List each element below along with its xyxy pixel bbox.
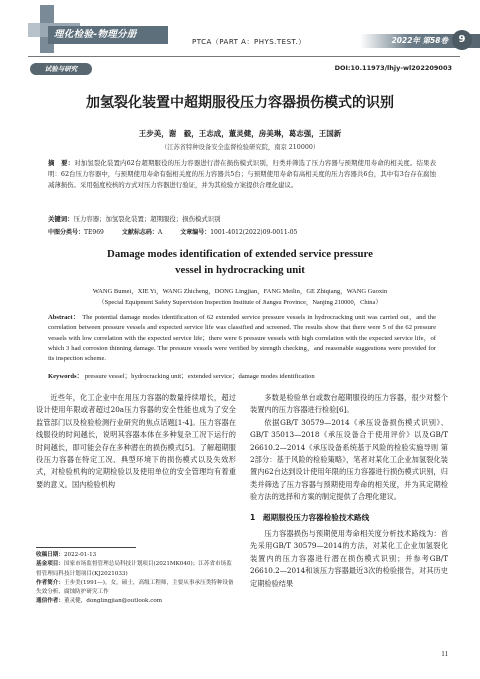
affiliation-en: （Special Equipment Safety Supervision Inspection Institute of Jiangsu Province，Nanjing 210000，China） xyxy=(98,299,382,306)
document-code: 文献标志码：A xyxy=(121,229,163,236)
article-meta-cn xyxy=(48,227,436,236)
footnotes xyxy=(36,551,236,607)
footnote-email: 通信作者：董灵健，donglingjian@outlook.com xyxy=(36,598,163,605)
body-column-left xyxy=(36,392,236,491)
keywords-en-label: Keywords： xyxy=(48,373,84,380)
doi[interactable]: DOI:10.11973/lhjy-wl202209003 xyxy=(334,64,452,72)
body-paragraph: 压力容器损伤与预期使用寿命相关度分析技术路线为：首先采用GB/T 30579—2014的方法，对某化工企业加氢裂化装置内的压力容器进行潜在损伤模式识别；并参考GB/T 26610.2—2014和该压力容器最近3次的检验报告，对其历史定期检验结果 xyxy=(250,529,448,588)
footnote-fund: 基金项目：国家市场监督管理总局科技计划项目(2021MK040)；江苏省市场监督管理局科技计划项目(KJ2021033) xyxy=(36,561,232,577)
keywords-cn-label: 关键词： xyxy=(48,215,74,223)
keywords-cn xyxy=(48,214,436,223)
abstract-en-text: The potential damage modes identification of 62 extended service pressure vessels in hydrocracking unit was carried out，and the correlation between pressure vessels and expected service life was classified and screened. The results show that there were 5 of the 62 pressure vessels with low correlation with the expected service life；there were 6 pressure vessels with high correlation with the expected service life，of which 3 had corrosion thinning damage. The pressure vessels were verified by strength checking，and reasonable suggestions were provided for its inspection scheme. xyxy=(48,314,436,363)
clc-code: 中图分类号：TE969 xyxy=(48,229,104,236)
paper-title-en xyxy=(0,246,480,278)
abstract-en-label: Abstract： xyxy=(48,314,81,321)
body-paragraph: 多数是检验单台或数台超期服役的压力容器，很少对整个装置内的压力容器进行检验[6]。 xyxy=(250,393,448,415)
running-title: PTCA（PART A：PHYS.TEST.） xyxy=(192,38,306,46)
page-number: 11 xyxy=(441,650,448,658)
article-id: 文章编号：1001-4012(2022)09-0011-05 xyxy=(180,229,298,236)
keywords-en-text: pressure vessel；hydrocracking unit；extended service；damage modes identification xyxy=(84,373,315,380)
header-divider xyxy=(28,56,460,57)
body-paragraph: 近些年，化工企业中在用压力容器的数量持续增长，超过设计使用年限或者超过20a压力容器的安全性能也成为了安全监管部门以及检验检测行业研究的焦点话题[1-4]。压力容器在线服役的时间越长，说明其容器本体在多种复杂工况下运行的时间越长，即可能会存在多种潜在的损伤模式[5]。了解超期服役压力容器在特定工况、典型环境下的损伤模式以及失效形式，对检验机构的定期检验以及使用单位的安全管理均有着重要的意义。国内检验机构 xyxy=(36,393,236,489)
authors-cn: 王步美，谢 毅，王志成，董灵健，房美琳，葛志强，王国新 xyxy=(138,129,342,138)
body-paragraph: 依据GB/T 30579—2014《承压设备损伤模式识别》、GB/T 35013—2018《承压设备合于使用评价》以及GB/T 26610.2—2014《承压设备系统基于风险的检验实施导则 第2部分：基于风险的检验策略》，笔者对某化工企业加氢裂化装置内62台达到设计使用年限的压力容器进行损伤模式识别，归类并筛选了压力容器与预期使用寿命的相关度，并为其定期检验方法的选择和方案的制定提供了合理化建议。 xyxy=(250,417,448,502)
keywords-en xyxy=(48,370,436,380)
footnote-author: 作者简介：王步美(1991—)，女，硕士，高级工程师，主要从事承压类特种设备失效分析、腐蚀防护研究工作 xyxy=(36,579,234,596)
authors-en: WANG Bumei，XIE Yi，WANG Zhicheng，DONG Lingjian，FANG Meilin，GE Zhiqiang，WANG Guoxin xyxy=(92,288,388,295)
abstract-cn-label: 摘 要： xyxy=(48,159,75,167)
abstract-cn-text: 对加氢裂化装置内62台超期服役的压力容器进行潜在损伤模式识别，归类并筛选了压力容器与预期使用寿命的相关度。结果表明：62台压力容器中，与预期使用寿命有强相关度的压力容器共5台；与预期使用寿命有高相关度的压力容器共6台，其中有3台存在腐蚀减薄损伤。采用强度校核的方式对压力容器进行验证，并为其检验方案提供合理化建议。 xyxy=(48,159,436,190)
footnote-divider xyxy=(36,547,136,548)
paper-title-en-line2: vessel in hydrocracking unit xyxy=(175,264,305,276)
paper-title-en-line1: Damage modes identification of extended service pressure xyxy=(107,248,373,260)
journal-name: 理化检验-物理分册 xyxy=(48,26,168,44)
issue-number-badge: 9 xyxy=(452,30,472,50)
issue-label: 2022年 第58卷 xyxy=(391,36,448,45)
abstract-en xyxy=(48,313,436,364)
affiliation-cn: （江苏省特种设备安全监督检验研究院，南京 210000） xyxy=(160,144,320,151)
paper-title-cn: 加氢裂化装置中超期服役压力容器损伤模式的识别 xyxy=(86,95,394,111)
journal-header xyxy=(0,0,480,56)
section-tag: 试验与研究 xyxy=(30,63,92,75)
section-heading: 1 超期服役压力容器检验技术路线 xyxy=(250,512,370,522)
footnote-received: 收稿日期：2022-01-13 xyxy=(36,552,97,558)
abstract-cn xyxy=(48,158,436,192)
keywords-cn-text: 压力容器；加氢裂化装置；超期服役；损伤模式识别 xyxy=(73,215,221,223)
body-column-right xyxy=(250,392,448,590)
